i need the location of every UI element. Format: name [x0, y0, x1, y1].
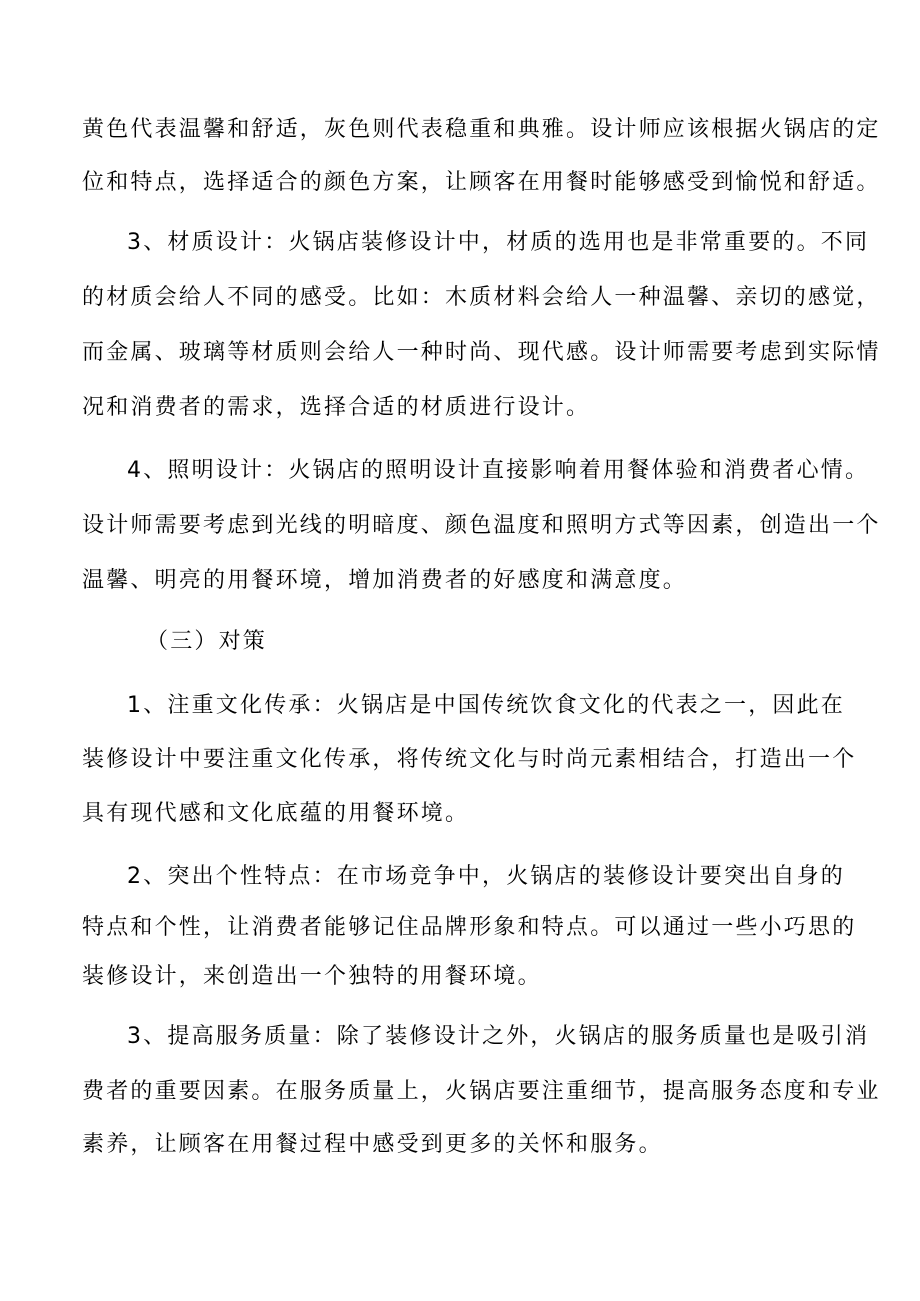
paragraph-line: 具有现代感和文化底蕴的用餐环境。 [82, 801, 470, 826]
paragraph-line: 的材质会给人不同的感受。比如：木质材料会给人一种温馨、亲切的感觉， [82, 285, 881, 310]
paragraph-line: 装修设计中要注重文化传承，将传统文化与时尚元素相结合，打造出一个 [82, 747, 857, 772]
paragraph-line: 2、突出个性特点：在市场竞争中，火锅店的装修设计要突出自身的 [127, 864, 845, 889]
paragraph-line: 4、照明设计：火锅店的照明设计直接影响着用餐体验和消费者心情。 [127, 458, 870, 483]
paragraph-line: 费者的重要因素。在服务质量上，火锅店要注重细节，提高服务态度和专业 [82, 1079, 881, 1104]
paragraph-line: 设计师需要考虑到光线的明暗度、颜色温度和照明方式等因素，创造出一个 [82, 513, 881, 538]
paragraph-line: 3、材质设计：火锅店装修设计中，材质的选用也是非常重要的。不同 [127, 230, 870, 255]
paragraph-line: 装修设计，来创造出一个独特的用餐环境。 [82, 964, 542, 989]
paragraph-line: 而金属、玻璃等材质则会给人一种时尚、现代感。设计师需要考虑到实际情 [82, 340, 881, 365]
paragraph-line: 黄色代表温馨和舒适，灰色则代表稳重和典雅。设计师应该根据火锅店的定 [82, 117, 881, 142]
paragraph-line: 特点和个性，让消费者能够记住品牌形象和特点。可以通过一些小巧思的 [82, 915, 857, 940]
paragraph-line: 1、注重文化传承：火锅店是中国传统饮食文化的代表之一，因此在 [127, 693, 845, 718]
paragraph-line: 温馨、明亮的用餐环境，增加消费者的好感度和满意度。 [82, 568, 688, 593]
paragraph-line: 素养，让顾客在用餐过程中感受到更多的关怀和服务。 [82, 1132, 663, 1157]
paragraph-line: 位和特点，选择适合的颜色方案，让顾客在用餐时能够感受到愉悦和舒适。 [82, 170, 881, 195]
section-heading: （三）对策 [146, 629, 268, 654]
paragraph-line: 况和消费者的需求，选择合适的材质进行设计。 [82, 395, 591, 420]
paragraph-line: 3、提高服务质量：除了装修设计之外，火锅店的服务质量也是吸引消 [127, 1024, 870, 1049]
